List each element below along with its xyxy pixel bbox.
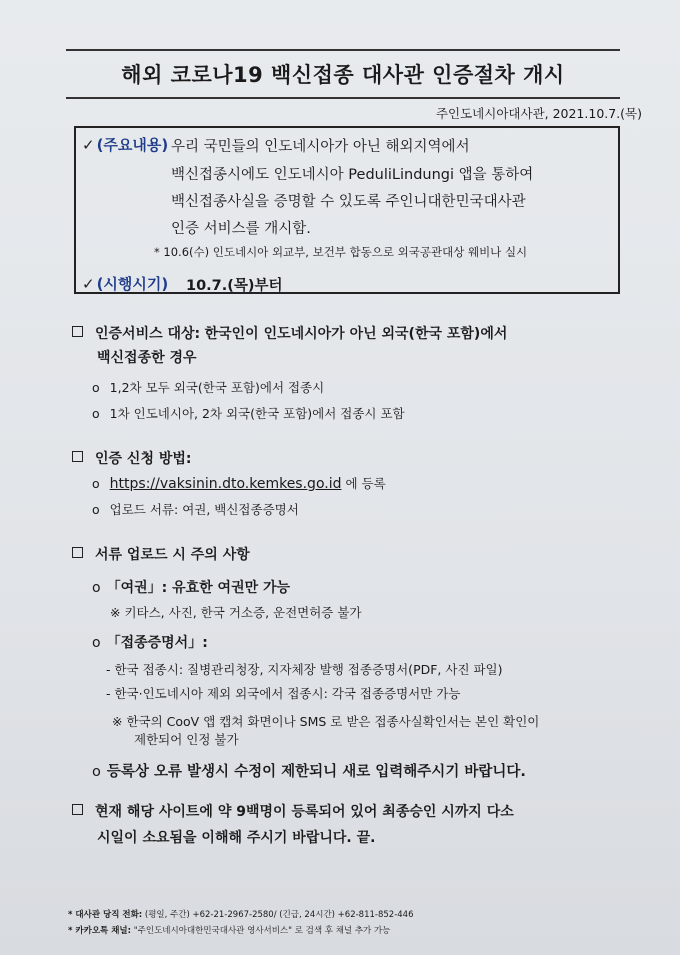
checkbox-square-icon — [72, 804, 83, 815]
target-item-2: o 1차 인도네시아, 2차 외국(한국 포함)에서 접종시 포함 — [92, 406, 405, 421]
check-icon: ✓ — [82, 136, 95, 154]
section-final: 현재 해당 사이트에 약 9백명이 등록되어 있어 최종승인 시까지 다소 — [72, 801, 514, 821]
caution-cert: o 「접종증명서」: — [92, 635, 208, 651]
summary-line-2: 백신접종시에도 인도네시아 PeduliLindungi 앱을 통하여 — [171, 167, 534, 183]
checkbox-square-icon — [72, 547, 83, 558]
summary-note: * 10.6(수) 인도네시아 외교부, 보건부 합동으로 외국공관대상 웨비나 실시 — [154, 245, 528, 259]
section-caution: 서류 업로드 시 주의 사항 — [72, 544, 250, 564]
cert-note-2: 제한되어 인정 불가 — [134, 732, 239, 747]
summary-label-period: ✓ (시행시기) — [82, 275, 169, 293]
document-title: 해외 코로나19 백신접종 대사관 인증절차 개시 — [121, 63, 565, 87]
summary-line-4: 인증 서비스를 개시함. — [171, 221, 311, 237]
summary-box — [74, 126, 620, 294]
summary-label-content: ✓ (주요내용) — [82, 136, 169, 154]
section-target-cont: 백신접종한 경우 — [97, 350, 197, 366]
section-final-cont: 시일이 소요됨을 이해해 주시기 바랍니다. 끝. — [97, 830, 376, 846]
apply-upload: o 업로드 서류: 여권, 백신접종증명서 — [92, 502, 299, 517]
summary-line-1: 우리 국민들의 인도네시아가 아닌 해외지역에서 — [171, 139, 470, 155]
section-target: 인증서비스 대상: 한국인이 인도네시아가 아닌 외국(한국 포함)에서 — [72, 323, 507, 343]
footer-kakao: * 카카오톡 채널: "주인도네시아대한민국대사관 영사서비스" 로 검색 후 채널 추가 가능 — [68, 926, 391, 936]
cert-item-1: - 한국 접종시: 질병관리청장, 지자체장 발행 접종증명서(PDF, 사진 파일) — [106, 662, 503, 677]
registration-link[interactable]: https://vaksinin.dto.kemkes.go.id — [109, 476, 342, 492]
check-icon: ✓ — [82, 275, 95, 293]
checkbox-square-icon — [72, 326, 83, 337]
cert-note-1: ※ 한국의 CooV 앱 캡쳐 화면이나 SMS 로 받은 접종사실확인서는 본인 확인이 — [112, 714, 540, 729]
caution-passport: o 「여권」: 유효한 여권만 가능 — [92, 580, 291, 596]
caution-passport-note: ※ 키타스, 사진, 한국 거소증, 운전면허증 불가 — [110, 605, 362, 620]
title-banner — [66, 49, 620, 99]
issuer-date: 주인도네시아대사관, 2021.10.7.(목) — [435, 106, 642, 121]
target-item-1: o 1,2차 모두 외국(한국 포함)에서 접종시 — [92, 380, 325, 395]
checkbox-square-icon — [72, 451, 83, 462]
caution-error: o 등록상 오류 발생시 수정이 제한되니 새로 입력해주시기 바랍니다. — [92, 764, 526, 780]
section-apply: 인증 신청 방법: — [72, 448, 192, 468]
cert-item-2: - 한국·인도네시아 제외 외국에서 접종시: 각국 접종증명서만 가능 — [106, 686, 461, 701]
apply-link-row: o https://vaksinin.dto.kemkes.go.id 에 등록 — [92, 476, 386, 492]
summary-period: 10.7.(목)부터 — [186, 278, 283, 294]
footer-phone: * 대사관 당직 전화: (평일, 주간) +62-21-2967-2580/ (긴급, 24시간) +62-811-852-446 — [68, 910, 414, 920]
summary-line-3: 백신접종사실을 증명할 수 있도록 주인니대한민국대사관 — [171, 194, 526, 210]
